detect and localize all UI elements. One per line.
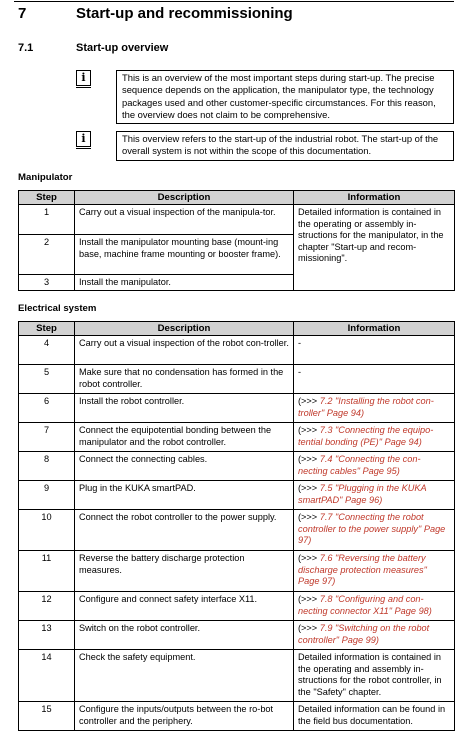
table-row [19, 702, 455, 731]
step-number: 15 [19, 702, 75, 731]
info-icon: i [76, 70, 91, 86]
chapter-number: 7 [18, 5, 27, 22]
reference-prefix: (>>> [298, 483, 320, 493]
manipulator-table [18, 190, 455, 291]
step-information [294, 336, 455, 365]
cross-reference-link[interactable]: 7.2 "Installing the robot con-troller" Page 94) [298, 396, 434, 418]
step-number: 13 [19, 621, 75, 650]
electrical-heading: Electrical system [18, 303, 97, 314]
info-note-2 [76, 131, 454, 159]
cross-reference-link[interactable]: 7.5 "Plugging in the KUKA smartPAD" Page 96) [298, 483, 427, 505]
step-description: Carry out a visual inspection of the robot con-troller. [75, 336, 294, 365]
step-number: 2 [19, 235, 75, 275]
step-description: Make sure that no condensation has formed in the robot controller. [75, 365, 294, 394]
table-row [19, 621, 455, 650]
column-header-description: Description [75, 322, 294, 336]
info-note-text: This is an overview of the most important steps during start-up. The precise sequence depends on the application, the manipulator type, the technology packages used and other customer-specific circumstances. For this reason, the overview does not claim to be comprehensive. [116, 70, 454, 124]
info-icon: i [76, 131, 91, 147]
step-description: Carry out a visual inspection of the manipula-tor. [75, 205, 294, 235]
step-number: 14 [19, 650, 75, 702]
step-description: Configure the inputs/outputs between the ro-bot controller and the periphery. [75, 702, 294, 731]
step-number: 3 [19, 275, 75, 291]
table-row [19, 336, 455, 365]
step-description: Install the robot controller. [75, 394, 294, 423]
chapter-title: Start-up and recommissioning [76, 5, 293, 22]
step-information [294, 551, 455, 592]
step-information [294, 365, 455, 394]
reference-prefix: (>>> [298, 396, 320, 406]
table-row [19, 650, 455, 702]
reference-prefix: (>>> [298, 553, 320, 563]
step-information [294, 592, 455, 621]
electrical-table [18, 321, 455, 731]
column-header-information: Information [294, 191, 455, 205]
step-information [294, 650, 455, 702]
step-description: Reverse the battery discharge protection measures. [75, 551, 294, 592]
step-number: 9 [19, 481, 75, 510]
step-description: Connect the equipotential bonding between the manipulator and the robot controller. [75, 423, 294, 452]
reference-prefix: (>>> [298, 512, 320, 522]
step-number: 10 [19, 510, 75, 551]
information-text: Detailed information is contained in the operating and assembly in-structions for the robot controller, in the "Safety" chapter. [298, 652, 442, 697]
information-text: Detailed information can be found in the field bus documentation. [298, 704, 446, 726]
table-row [19, 423, 455, 452]
reference-prefix: (>>> [298, 454, 320, 464]
table-header-row [19, 191, 455, 205]
cross-reference-link[interactable]: 7.6 "Reversing the battery discharge protection measures" Page 97) [298, 553, 427, 587]
step-description: Check the safety equipment. [75, 650, 294, 702]
information-text: - [298, 338, 302, 348]
step-information [294, 394, 455, 423]
section-title: Start-up overview [76, 42, 169, 54]
step-number: 6 [19, 394, 75, 423]
column-header-step: Step [19, 322, 75, 336]
section-number: 7.1 [18, 42, 34, 54]
cross-reference-link[interactable]: 7.3 "Connecting the equipo-tential bonding (PE)" Page 94) [298, 425, 434, 447]
step-description: Configure and connect safety interface X11. [75, 592, 294, 621]
table-header-row [19, 322, 455, 336]
step-number: 4 [19, 336, 75, 365]
step-number: 11 [19, 551, 75, 592]
table-row [19, 365, 455, 394]
step-number: 5 [19, 365, 75, 394]
step-description: Switch on the robot controller. [75, 621, 294, 650]
cross-reference-link[interactable]: 7.4 "Connecting the con-necting cables" Page 95) [298, 454, 421, 476]
header-rule [14, 1, 454, 2]
cross-reference-link[interactable]: 7.8 "Configuring and con-necting connector X11" Page 98) [298, 594, 432, 616]
step-description: Plug in the KUKA smartPAD. [75, 481, 294, 510]
information-text: - [298, 367, 302, 377]
reference-prefix: (>>> [298, 623, 320, 633]
column-header-description: Description [75, 191, 294, 205]
step-description: Connect the connecting cables. [75, 452, 294, 481]
reference-prefix: (>>> [298, 594, 320, 604]
info-note-text: This overview refers to the start-up of the industrial robot. The start-up of the overall system is not within the scope of this documentation. [116, 131, 454, 161]
step-number: 1 [19, 205, 75, 235]
table-row [19, 551, 455, 592]
step-number: 8 [19, 452, 75, 481]
step-information [294, 702, 455, 731]
table-row [19, 205, 455, 235]
column-header-information: Information [294, 322, 455, 336]
step-information [294, 510, 455, 551]
cross-reference-link[interactable]: 7.9 "Switching on the robot controller" Page 99) [298, 623, 430, 645]
step-number: 7 [19, 423, 75, 452]
table-row [19, 592, 455, 621]
step-information [294, 481, 455, 510]
column-header-step: Step [19, 191, 75, 205]
step-information [294, 621, 455, 650]
step-description: Install the manipulator. [75, 275, 294, 291]
step-information [294, 423, 455, 452]
step-information [294, 452, 455, 481]
info-note-1 [76, 70, 454, 122]
step-information: Detailed information is contained in the operating or assembly in-structions for the manipulator, in the chapter "Start-up and recom-missioning". [294, 205, 455, 291]
manipulator-heading: Manipulator [18, 172, 73, 183]
table-row [19, 452, 455, 481]
step-description: Connect the robot controller to the power supply. [75, 510, 294, 551]
step-number: 12 [19, 592, 75, 621]
step-description: Install the manipulator mounting base (mount-ing base, machine frame mounting or booster frame). [75, 235, 294, 275]
cross-reference-link[interactable]: 7.7 "Connecting the robot controller to the power supply" Page 97) [298, 512, 446, 546]
reference-prefix: (>>> [298, 425, 320, 435]
table-row [19, 481, 455, 510]
table-row [19, 510, 455, 551]
table-row [19, 394, 455, 423]
